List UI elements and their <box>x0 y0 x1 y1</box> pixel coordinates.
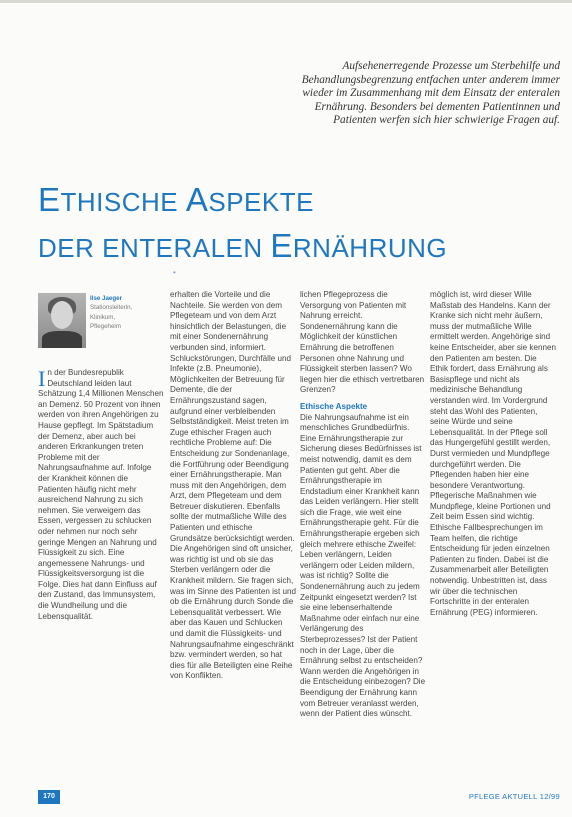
column-1 <box>38 368 164 622</box>
title-word: RNÄHRUNG <box>292 233 448 263</box>
teaser-text: Aufsehenerregende Prozesse um Sterbehilfe und Behandlungsbegrenzung entfachen unter anderem immer wieder im Zusammenhang mit dem Einsatz der enteralen Ernährung. Besonders bei dementen Patientinnen und Patienten werfen sich hier schwierige Fragen auf. <box>301 60 560 127</box>
title-cap: E <box>270 227 293 264</box>
column-2-text: erhalten die Vorteile und die Nachteile. Sie werden von dem Pflegeteam und von dem Arzt hinsichtlich der Belastungen, die mit einer Sondenernährung verbunden sind, informiert. Schluckstörungen, Durchfälle und Infekte (z.B. Pneumonie), Möglichkeiten der Betreuung für Demente, die der Ernährungszustand sagen, aufgrund einer verbleibenden Selbstständigkeit. Meist treten im Zuge ethischer Fragen auch rechtliche Probleme auf: Die Entscheidung zur Sondenanlage, die Fortführung oder Beendigung einer Ernährungstherapie. Man muss mit den Angehörigen, dem Arzt, dem Pflegeteam und dem Betreuer diskutieren. Ebenfalls sollte der mutmaßliche Wille des Patienten und ethische Grundsätze berücksichtigt werden. Die Angehörigen sind oft unsicher, was richtig ist und ob sie das Sterben verlängern oder die Krankheit mildern. Sie fragen sich, was im Sinne des Patienten ist und ob die Ernährung durch Sonde die Lebensqualität verbessert. Wie aber das Kauen und Schlucken und damit die Flüssigkeits- und Nahrungsaufnahme eingeschränkt bzw. vermindert werden, so hat dies für alle Beteiligten eine Reihe von Konflikten. <box>170 290 296 681</box>
title-word: SPEKTE <box>208 187 314 217</box>
photo-shoulders <box>42 331 82 348</box>
title-cap: E <box>38 181 61 218</box>
author-info <box>90 294 140 332</box>
section-heading: Ethische Aspekte <box>300 401 368 411</box>
title-word: THISCHE <box>60 187 186 217</box>
title-cap: A <box>185 181 209 218</box>
bullet-marker: • <box>173 268 176 277</box>
column-4 <box>430 290 556 618</box>
column-3-intro: lichen Pflegeprozess die Versorgung von Patienten mit Nahrung erreicht. Sondenernährung kann die Möglichkeit der künstlichen Ernährung die betroffenen Personen ohne Nahrung und Flüssigkeit sterben lassen? Wo liegen hier die ethisch vertretbaren Grenzen? <box>300 290 425 395</box>
journal-footer: PFLEGE AKTUELL 12/99 <box>468 792 560 801</box>
page-top-edge <box>0 0 572 3</box>
author-details: Stationsleiterin, Klinikum, Pflegeheim <box>90 304 133 331</box>
title-word: DER ENTERALEN <box>38 233 271 263</box>
column-1-text: n der Bundesrepublik Deutschland leiden laut Schätzung 1,4 Millionen Menschen an Demenz. 50 Prozent von ihnen werden von ihren Angehörigen zu Hause gepflegt. Im Spätstadium der Demenz, aber auch bei anderen Erkrankungen treten Probleme mit der Nahrungsaufnahme auf. Infolge der Krankheit können die Patienten häufig nicht mehr ausreichend Nahrung zu sich nehmen. Sie verweigern das Essen, vergessen zu schlucken oder nehmen nur noch sehr geringe Mengen an Nahrung und Flüssigkeit zu sich. Eine angemessene Nahrungs- und Flüssigkeitsversorgung ist die Folge. Dies hat dann Einfluss auf den Zustand, das Immunsystem, die Wundheilung und die Lebensqualität. <box>38 368 164 621</box>
author-name: Ilse Jaeger <box>90 295 122 302</box>
article-title <box>38 178 538 270</box>
title-line-1 <box>38 178 538 224</box>
column-2 <box>170 290 296 682</box>
column-3-text: Die Nahrungsaufnahme ist ein menschliches Grundbedürfnis. Eine Ernährungstherapie zur Sicherung dieses Bedürfnisses ist meist notwendig, damit es dem Patienten gut geht. Aber die Ernährungstherapie im Endstadium einer Krankheit kann das Leiden verlängern. Hier stellt sich die Frage, wie weit eine Ernährungstherapie geht. Für die Ernährungstherapie ergeben sich gleich mehrere ethische Zweifel: Leben verlängern, Leiden verlängern oder Leiden mildern, was ist richtig? Sollte die Sondenernährung auch zu jedem Zeitpunkt eingesetzt werden? Ist sie eine lebenserhaltende Maßnahme oder einfach nur eine Verlängerung des Sterbeprozesses? Ist der Patient noch in der Lage, über die Ernährung selbst zu entscheiden? Wann werden die Angehörigen in die Entscheidung einbezogen? Die Beendigung der Ernährung kann vom Betreuer veranlasst werden, wenn der Patient dies wünscht. <box>300 412 426 719</box>
column-4-text: möglich ist, wird dieser Wille Maßstab des Handelns. Kann der Kranke sich nicht mehr äußern, muss der mutmaßliche Wille ermittelt werden. Angehörige sind keine Entscheider, aber sie kennen den Patienten am besten. Die Ethik fordert, dass Ernährung als Basispflege und nicht als medizinische Behandlung verstanden wird. Im Vordergrund steht das Wohl des Patienten, seine Würde und seine Lebensqualität. In der Pflege soll das Hungergefühl gestillt werden, Durst vermieden und Mundpflege durchgeführt werden. Die Pflegenden haben hier eine besondere Verantwortung. Pflegerische Maßnahmen wie Mundpflege, kleine Portionen und Zeit beim Essen sind wichtig. Ethische Fallbesprechungen im Team helfen, die richtige Entscheidung für jeden einzelnen Patienten zu finden. Dabei ist die Zusammenarbeit aller Beteiligten notwendig. Unbestritten ist, dass wir über die technischen Fortschritte in der enteralen Ernährung (PEG) informieren. <box>430 290 556 617</box>
page-number: 170 <box>38 790 60 804</box>
column-3 <box>300 290 426 720</box>
photo-face <box>51 301 73 329</box>
drop-cap: I <box>38 366 46 391</box>
author-photo <box>38 293 86 348</box>
title-line-2 <box>38 224 538 270</box>
